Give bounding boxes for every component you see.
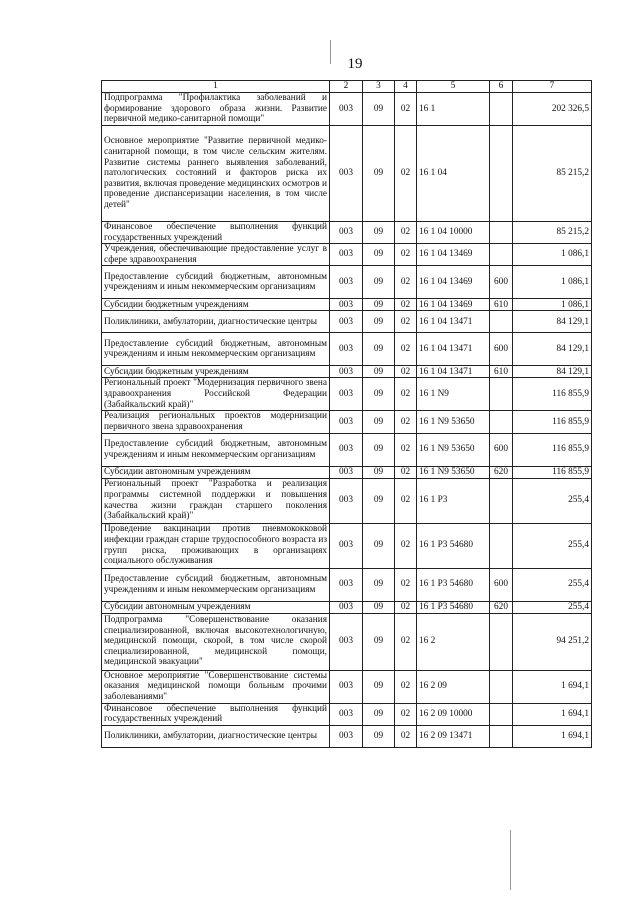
row-sum-cell: 85 215,2 [513, 126, 592, 222]
row-target-cell: 16 1 N9 53650 [417, 466, 490, 478]
row-sum-cell: 85 215,2 [513, 222, 592, 244]
row-section-cell: 09 [363, 299, 395, 311]
row-admin-cell: 003 [330, 222, 363, 244]
row-section-cell: 09 [363, 411, 395, 433]
row-section-cell: 09 [363, 311, 395, 333]
row-admin-cell: 003 [330, 93, 363, 126]
row-subsection-cell: 02 [395, 244, 417, 266]
row-name-cell: Финансовое обеспечение выполнения функций государственных учреждений [102, 703, 330, 725]
row-subsection-cell: 02 [395, 478, 417, 523]
row-target-cell: 16 1 04 13469 [417, 299, 490, 311]
row-target-cell: 16 1 04 10000 [417, 222, 490, 244]
row-admin-cell: 003 [330, 299, 363, 311]
row-section-cell: 09 [363, 433, 395, 466]
row-subsection-cell: 02 [395, 725, 417, 747]
row-admin-cell: 003 [330, 311, 363, 333]
row-subsection-cell: 02 [395, 670, 417, 703]
row-expense-type-cell: 620 [490, 601, 513, 613]
row-expense-type-cell [490, 523, 513, 568]
row-subsection-cell: 02 [395, 378, 417, 411]
row-section-cell: 09 [363, 366, 395, 378]
row-section-cell: 09 [363, 523, 395, 568]
table-row [102, 703, 592, 725]
row-expense-type-cell [490, 670, 513, 703]
row-name-cell: Подпрограмма "Профилактика заболеваний и формирование здорового образа жизни. Развитие первичной медико-санитарной помощи" [102, 93, 330, 126]
table-row [102, 366, 592, 378]
row-sum-cell: 116 855,9 [513, 378, 592, 411]
row-subsection-cell: 02 [395, 613, 417, 670]
table-row [102, 222, 592, 244]
row-name-cell: Субсидии бюджетным учреждениям [102, 299, 330, 311]
row-target-cell: 16 1 04 13471 [417, 366, 490, 378]
row-sum-cell: 116 855,9 [513, 466, 592, 478]
row-subsection-cell: 02 [395, 601, 417, 613]
row-sum-cell: 84 129,1 [513, 366, 592, 378]
row-sum-cell: 1 086,1 [513, 299, 592, 311]
row-expense-type-cell: 610 [490, 366, 513, 378]
row-expense-type-cell: 600 [490, 333, 513, 366]
row-subsection-cell: 02 [395, 703, 417, 725]
table-row [102, 523, 592, 568]
row-target-cell: 16 1 P3 54680 [417, 523, 490, 568]
row-sum-cell: 1 086,1 [513, 266, 592, 299]
row-name-cell: Поликлиники, амбулатории, диагностические центры [102, 311, 330, 333]
row-section-cell: 09 [363, 333, 395, 366]
row-section-cell: 09 [363, 703, 395, 725]
row-subsection-cell: 02 [395, 222, 417, 244]
row-target-cell: 16 2 09 13471 [417, 725, 490, 747]
row-expense-type-cell [490, 378, 513, 411]
table-row [102, 568, 592, 601]
row-subsection-cell: 02 [395, 433, 417, 466]
row-name-cell: Финансовое обеспечение выполнения функций государственных учреждений [102, 222, 330, 244]
row-expense-type-cell: 610 [490, 299, 513, 311]
row-target-cell: 16 2 [417, 613, 490, 670]
table-row [102, 93, 592, 126]
row-admin-cell: 003 [330, 568, 363, 601]
header-cell: 7 [513, 81, 592, 93]
row-section-cell: 09 [363, 266, 395, 299]
row-target-cell: 16 1 P3 54680 [417, 601, 490, 613]
row-target-cell: 16 1 04 13471 [417, 333, 490, 366]
row-admin-cell: 003 [330, 613, 363, 670]
row-admin-cell: 003 [330, 366, 363, 378]
row-admin-cell: 003 [330, 601, 363, 613]
row-section-cell: 09 [363, 601, 395, 613]
row-subsection-cell: 02 [395, 311, 417, 333]
row-name-cell: Предоставление субсидий бюджетным, автономным учреждениям и иным некоммерческим организациям [102, 266, 330, 299]
row-expense-type-cell [490, 93, 513, 126]
row-subsection-cell: 02 [395, 466, 417, 478]
row-name-cell: Учреждения, обеспечивающие предоставление услуг в сфере здравоохранения [102, 244, 330, 266]
row-section-cell: 09 [363, 378, 395, 411]
row-sum-cell: 255,4 [513, 568, 592, 601]
row-admin-cell: 003 [330, 466, 363, 478]
row-admin-cell: 003 [330, 725, 363, 747]
table-row [102, 725, 592, 747]
row-name-cell: Поликлиники, амбулатории, диагностические центры [102, 725, 330, 747]
row-section-cell: 09 [363, 725, 395, 747]
row-section-cell: 09 [363, 126, 395, 222]
row-admin-cell: 003 [330, 378, 363, 411]
row-expense-type-cell [490, 725, 513, 747]
row-target-cell: 16 1 04 13471 [417, 311, 490, 333]
row-subsection-cell: 02 [395, 411, 417, 433]
row-expense-type-cell [490, 311, 513, 333]
row-section-cell: 09 [363, 670, 395, 703]
row-sum-cell: 1 694,1 [513, 670, 592, 703]
row-expense-type-cell [490, 222, 513, 244]
row-section-cell: 09 [363, 222, 395, 244]
header-cell: 3 [363, 81, 395, 93]
row-name-cell: Основное мероприятие "Развитие первичной медико-санитарной помощи, в том числе сельским жителям. Развитие системы раннего выявления заболеваний, патологических состояний и факторов риска их развития, включая проведение медицинских осмотров и проведение диспансеризации населения, в том числе детей" [102, 126, 330, 222]
header-cell: 4 [395, 81, 417, 93]
row-expense-type-cell: 600 [490, 433, 513, 466]
row-expense-type-cell [490, 478, 513, 523]
row-target-cell: 16 2 09 [417, 670, 490, 703]
header-cell: 5 [417, 81, 490, 93]
row-target-cell: 16 2 09 10000 [417, 703, 490, 725]
table-row [102, 433, 592, 466]
row-sum-cell: 84 129,1 [513, 311, 592, 333]
table-row [102, 601, 592, 613]
table-row [102, 299, 592, 311]
row-section-cell: 09 [363, 613, 395, 670]
row-target-cell: 16 1 04 13469 [417, 244, 490, 266]
row-expense-type-cell [490, 126, 513, 222]
row-subsection-cell: 02 [395, 93, 417, 126]
row-sum-cell: 1 694,1 [513, 725, 592, 747]
row-section-cell: 09 [363, 568, 395, 601]
row-expense-type-cell [490, 703, 513, 725]
row-admin-cell: 003 [330, 523, 363, 568]
row-target-cell: 16 1 04 [417, 126, 490, 222]
row-admin-cell: 003 [330, 244, 363, 266]
table-row [102, 311, 592, 333]
row-name-cell: Предоставление субсидий бюджетным, автономным учреждениям и иным некоммерческим организациям [102, 568, 330, 601]
header-cell: 6 [490, 81, 513, 93]
row-section-cell: 09 [363, 478, 395, 523]
row-name-cell: Субсидии автономным учреждениям [102, 601, 330, 613]
row-expense-type-cell: 600 [490, 266, 513, 299]
row-subsection-cell: 02 [395, 366, 417, 378]
table-row [102, 126, 592, 222]
row-name-cell: Субсидии бюджетным учреждениям [102, 366, 330, 378]
row-sum-cell: 255,4 [513, 523, 592, 568]
row-admin-cell: 003 [330, 266, 363, 299]
table-row [102, 670, 592, 703]
row-sum-cell: 116 855,9 [513, 411, 592, 433]
row-target-cell: 16 1 N9 [417, 378, 490, 411]
table-row [102, 244, 592, 266]
row-sum-cell: 1 086,1 [513, 244, 592, 266]
row-target-cell: 16 1 N9 53650 [417, 411, 490, 433]
row-admin-cell: 003 [330, 411, 363, 433]
row-target-cell: 16 1 P3 54680 [417, 568, 490, 601]
row-sum-cell: 202 326,5 [513, 93, 592, 126]
table-row [102, 466, 592, 478]
scan-mark-left [330, 40, 331, 64]
row-subsection-cell: 02 [395, 333, 417, 366]
row-name-cell: Подпрограмма "Совершенствование оказания специализированной, включая высокотехнологичную, медицинской помощи, скорой, в том числе скорой специализированной, медицинской помощи, медицинской эвакуации" [102, 613, 330, 670]
row-name-cell: Проведение вакцинации против пневмококковой инфекции граждан старше трудоспособного возраста из групп риска, проживающих в организациях социального обслуживания [102, 523, 330, 568]
table-row [102, 266, 592, 299]
row-subsection-cell: 02 [395, 568, 417, 601]
row-expense-type-cell [490, 613, 513, 670]
table-row [102, 613, 592, 670]
row-section-cell: 09 [363, 244, 395, 266]
row-subsection-cell: 02 [395, 299, 417, 311]
row-name-cell: Основное мероприятие "Совершенствование системы оказания медицинской помощи больным прочими заболеваниями" [102, 670, 330, 703]
row-name-cell: Предоставление субсидий бюджетным, автономным учреждениям и иным некоммерческим организациям [102, 433, 330, 466]
table-row [102, 478, 592, 523]
row-section-cell: 09 [363, 466, 395, 478]
header-cell: 1 [102, 81, 330, 93]
row-section-cell: 09 [363, 93, 395, 126]
row-sum-cell: 255,4 [513, 478, 592, 523]
row-subsection-cell: 02 [395, 523, 417, 568]
row-admin-cell: 003 [330, 333, 363, 366]
row-target-cell: 16 1 N9 53650 [417, 433, 490, 466]
row-admin-cell: 003 [330, 703, 363, 725]
page-number: 19 [347, 56, 363, 72]
scan-mark-bottom [510, 830, 511, 890]
row-expense-type-cell [490, 244, 513, 266]
header-cell: 2 [330, 81, 363, 93]
row-expense-type-cell: 620 [490, 466, 513, 478]
table-row [102, 378, 592, 411]
row-target-cell: 16 1 P3 [417, 478, 490, 523]
table-row [102, 333, 592, 366]
row-expense-type-cell: 600 [490, 568, 513, 601]
row-sum-cell: 84 129,1 [513, 333, 592, 366]
table-row [102, 411, 592, 433]
row-sum-cell: 116 855,9 [513, 433, 592, 466]
row-sum-cell: 94 251,2 [513, 613, 592, 670]
row-target-cell: 16 1 [417, 93, 490, 126]
budget-table [101, 80, 592, 748]
row-target-cell: 16 1 04 13469 [417, 266, 490, 299]
row-name-cell: Реализация региональных проектов модернизации первичного звена здравоохранения [102, 411, 330, 433]
row-sum-cell: 255,4 [513, 601, 592, 613]
table-header-row [102, 81, 592, 93]
row-sum-cell: 1 694,1 [513, 703, 592, 725]
row-admin-cell: 003 [330, 433, 363, 466]
row-name-cell: Субсидии автономным учреждениям [102, 466, 330, 478]
row-admin-cell: 003 [330, 126, 363, 222]
row-admin-cell: 003 [330, 670, 363, 703]
row-name-cell: Предоставление субсидий бюджетным, автономным учреждениям и иным некоммерческим организациям [102, 333, 330, 366]
table-body [102, 93, 592, 748]
row-subsection-cell: 02 [395, 266, 417, 299]
row-admin-cell: 003 [330, 478, 363, 523]
row-name-cell: Региональный проект "Модернизация первичного звена здравоохранения Российской Федерации (Забайкальский край)" [102, 378, 330, 411]
row-expense-type-cell [490, 411, 513, 433]
row-name-cell: Региональный проект "Разработка и реализация программы системной поддержки и повышения качества жизни граждан старшего поколения (Забайкальский край)" [102, 478, 330, 523]
row-subsection-cell: 02 [395, 126, 417, 222]
